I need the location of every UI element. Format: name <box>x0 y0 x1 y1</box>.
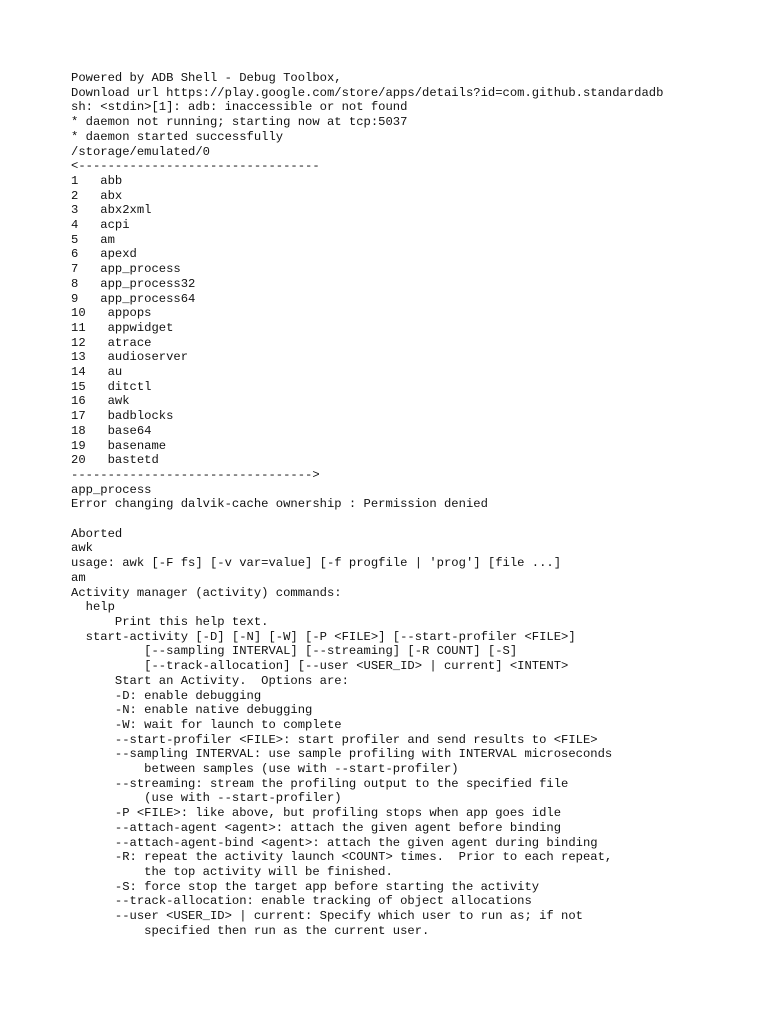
terminal-line: <--------------------------------- <box>71 159 320 174</box>
terminal-line: start-activity [-D] [-N] [-W] [-P <FILE>] [--start-profiler <FILE>] <box>71 629 576 644</box>
terminal-line: 18 base64 <box>71 423 152 438</box>
terminal-line: Start an Activity. Options are: <box>71 673 349 688</box>
terminal-line: 7 app_process <box>71 262 181 277</box>
terminal-line: -W: wait for launch to complete <box>71 717 342 732</box>
terminal-line: -P <FILE>: like above, but profiling stops when app goes idle <box>71 806 562 821</box>
terminal-line: -R: repeat the activity launch <COUNT> times. Prior to each repeat, <box>71 850 613 865</box>
terminal-line: Aborted <box>71 526 123 541</box>
terminal-line: 16 awk <box>71 394 130 409</box>
terminal-line: [--sampling INTERVAL] [--streaming] [-R COUNT] [-S] <box>71 644 518 659</box>
terminal-line: --attach-agent <agent>: attach the given agent before binding <box>71 820 562 835</box>
terminal-line: --sampling INTERVAL: use sample profiling with INTERVAL microseconds <box>71 747 613 762</box>
terminal-line: 2 abx <box>71 188 123 203</box>
terminal-line: usage: awk [-F fs] [-v var=value] [-f progfile | 'prog'] [file ...] <box>71 556 562 571</box>
terminal-line: Download url https://play.google.com/store/apps/details?id=com.github.standardadb <box>71 85 664 100</box>
terminal-line: --user <USER_ID> | current: Specify which user to run as; if not <box>71 909 583 924</box>
terminal-line: --start-profiler <FILE>: start profiler and send results to <FILE> <box>71 732 598 747</box>
terminal-line: 10 appops <box>71 306 152 321</box>
terminal-line: 15 ditctl <box>71 379 152 394</box>
terminal-line: 4 acpi <box>71 218 130 233</box>
terminal-line: specified then run as the current user. <box>71 923 430 938</box>
terminal-line: 12 atrace <box>71 335 152 350</box>
terminal-line: Error changing dalvik-cache ownership : Permission denied <box>71 497 488 512</box>
terminal-line: [--track-allocation] [--user <USER_ID> | current] <INTENT> <box>71 659 569 674</box>
terminal-line: 14 au <box>71 365 123 380</box>
terminal-line: --attach-agent-bind <agent>: attach the given agent during binding <box>71 835 598 850</box>
terminal-line: 6 apexd <box>71 247 137 262</box>
terminal-line: ---------------------------------> <box>71 467 320 482</box>
terminal-line: (use with --start-profiler) <box>71 791 342 806</box>
terminal-line: * daemon not running; starting now at tcp:5037 <box>71 115 408 130</box>
terminal-line: Activity manager (activity) commands: <box>71 585 342 600</box>
terminal-line <box>71 512 748 527</box>
terminal-line: 9 app_process64 <box>71 291 196 306</box>
terminal-line: 5 am <box>71 232 115 247</box>
terminal-line: --streaming: stream the profiling output to the specified file <box>71 776 569 791</box>
terminal-line: between samples (use with --start-profiler) <box>71 762 459 777</box>
terminal-line: 19 basename <box>71 438 167 453</box>
terminal-line: /storage/emulated/0 <box>71 144 210 159</box>
terminal-line: Print this help text. <box>71 615 269 629</box>
terminal-line: 20 bastetd <box>71 453 159 468</box>
terminal-line: awk <box>71 541 93 556</box>
terminal-line: 11 appwidget <box>71 320 174 335</box>
terminal-line: Powered by ADB Shell - Debug Toolbox, <box>71 71 342 85</box>
terminal-line: 17 badblocks <box>71 409 174 424</box>
terminal-line: -N: enable native debugging <box>71 703 313 718</box>
terminal-line: 3 abx2xml <box>71 203 152 218</box>
terminal-line: help <box>71 600 115 615</box>
terminal-line: sh: <stdin>[1]: adb: inaccessible or not found <box>71 100 408 115</box>
terminal-output <box>71 71 748 938</box>
terminal-line: 8 app_process32 <box>71 276 196 291</box>
terminal-line: 13 audioserver <box>71 350 189 365</box>
terminal-line: --track-allocation: enable tracking of object allocations <box>71 894 532 909</box>
terminal-line: * daemon started successfully <box>71 129 284 144</box>
terminal-line: 1 abb <box>71 173 123 188</box>
terminal-line: am <box>71 570 86 585</box>
terminal-line: app_process <box>71 482 152 497</box>
terminal-line: the top activity will be finished. <box>71 864 393 879</box>
terminal-line: -S: force stop the target app before starting the activity <box>71 879 540 894</box>
terminal-line: -D: enable debugging <box>71 688 262 703</box>
